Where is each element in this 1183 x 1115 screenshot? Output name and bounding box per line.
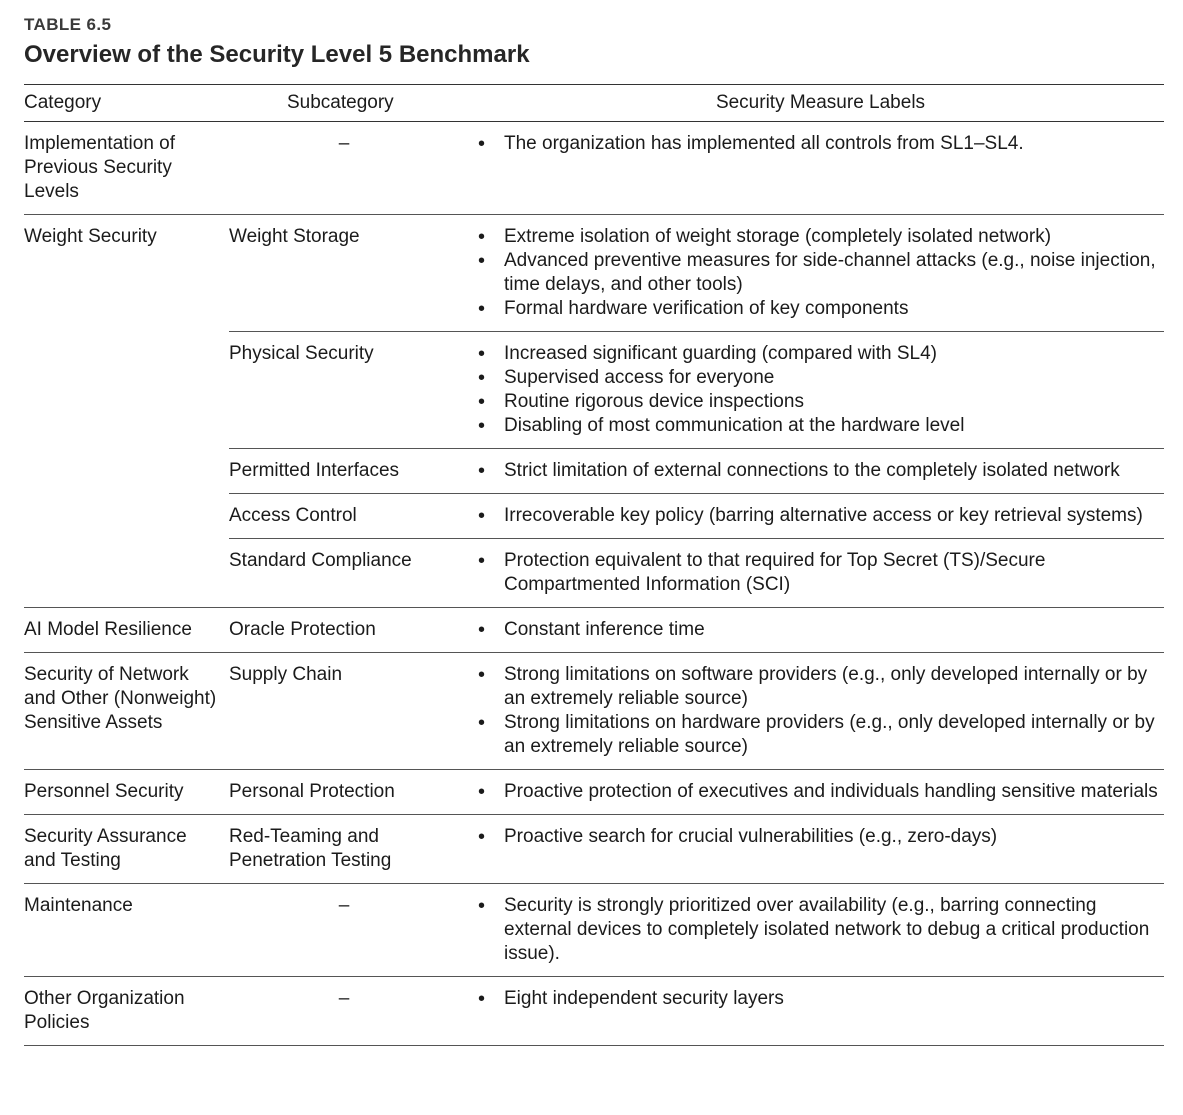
measures-cell [477, 608, 1164, 653]
measure-item: • Security is strongly prioritized over availability (e.g., barring connecting external devices to completely isolated network to debug a critical production issue). [504, 894, 1164, 966]
measure-item: • The organization has implemented all controls from SL1–SL4. [504, 132, 1164, 156]
table-row [24, 815, 1164, 884]
subcategory-cell: Physical Security [229, 332, 477, 449]
category-cell: Maintenance [24, 884, 229, 977]
measure-item: • Supervised access for everyone [504, 366, 1164, 390]
measure-item: • Proactive search for crucial vulnerabilities (e.g., zero-days) [504, 825, 1164, 849]
table-row [24, 122, 1164, 215]
subcategory-cell: – [229, 977, 477, 1046]
subcategory-cell: Access Control [229, 494, 477, 539]
measure-item: • Increased significant guarding (compared with SL4) [504, 342, 1164, 366]
measure-item: • Eight independent security layers [504, 987, 1164, 1011]
table-body [24, 122, 1164, 1046]
measures-list [477, 894, 1164, 966]
subcategory-cell: Weight Storage [229, 215, 477, 332]
measure-item: • Formal hardware verification of key components [504, 297, 1164, 321]
measures-cell [477, 449, 1164, 494]
table-row [24, 215, 1164, 332]
measures-cell [477, 815, 1164, 884]
measures-cell [477, 332, 1164, 449]
measures-cell [477, 215, 1164, 332]
measures-list [477, 780, 1164, 804]
subcategory-cell: Personal Protection [229, 770, 477, 815]
subcategory-cell: Red-Teaming and Penetration Testing [229, 815, 477, 884]
measure-item: • Routine rigorous device inspections [504, 390, 1164, 414]
measure-item: • Protection equivalent to that required for Top Secret (TS)/Secure Compartmented Information (SCI) [504, 549, 1164, 597]
header-measures: Security Measure Labels [477, 85, 1164, 122]
measures-cell [477, 122, 1164, 215]
category-cell: Implementation of Previous Security Levels [24, 122, 229, 215]
measures-list [477, 342, 1164, 438]
subcategory-cell: Supply Chain [229, 653, 477, 770]
measure-item: • Strict limitation of external connections to the completely isolated network [504, 459, 1164, 483]
header-subcategory: Subcategory [229, 85, 477, 122]
header-category: Category [24, 85, 229, 122]
category-cell: Security of Network and Other (Nonweight) Sensitive Assets [24, 653, 229, 770]
category-cell: Other Organization Policies [24, 977, 229, 1046]
category-cell: AI Model Resilience [24, 608, 229, 653]
measures-list [477, 663, 1164, 759]
subcategory-cell: – [229, 122, 477, 215]
table-row [24, 608, 1164, 653]
measure-item: • Advanced preventive measures for side-channel attacks (e.g., noise injection, time delays, and other tools) [504, 249, 1164, 297]
header-row [24, 85, 1164, 122]
measure-item: • Extreme isolation of weight storage (completely isolated network) [504, 225, 1164, 249]
subcategory-cell: Standard Compliance [229, 539, 477, 608]
measure-item: • Constant inference time [504, 618, 1164, 642]
measure-item: • Strong limitations on hardware providers (e.g., only developed internally or by an extremely reliable source) [504, 711, 1164, 759]
measures-cell [477, 539, 1164, 608]
measures-list [477, 459, 1164, 483]
measures-cell [477, 494, 1164, 539]
measure-item: • Irrecoverable key policy (barring alternative access or key retrieval systems) [504, 504, 1164, 528]
measure-item: • Disabling of most communication at the hardware level [504, 414, 1164, 438]
measures-list [477, 504, 1164, 528]
measures-cell [477, 653, 1164, 770]
subcategory-cell: Permitted Interfaces [229, 449, 477, 494]
measures-list [477, 825, 1164, 849]
subcategory-cell: Oracle Protection [229, 608, 477, 653]
measures-list [477, 132, 1164, 156]
measures-list [477, 987, 1164, 1011]
measures-cell [477, 884, 1164, 977]
subcategory-cell: – [229, 884, 477, 977]
measure-item: • Strong limitations on software providers (e.g., only developed internally or by an extremely reliable source) [504, 663, 1164, 711]
category-cell: Weight Security [24, 215, 229, 608]
category-cell: Security Assurance and Testing [24, 815, 229, 884]
measure-item: • Proactive protection of executives and individuals handling sensitive materials [504, 780, 1164, 804]
table-row [24, 884, 1164, 977]
table-figure [24, 14, 1164, 1046]
measures-list [477, 225, 1164, 321]
table-row [24, 770, 1164, 815]
measures-cell [477, 977, 1164, 1046]
measures-list [477, 618, 1164, 642]
category-cell: Personnel Security [24, 770, 229, 815]
measures-list [477, 549, 1164, 597]
table-number: TABLE 6.5 [24, 15, 112, 34]
table-row [24, 977, 1164, 1046]
table-title: Overview of the Security Level 5 Benchmark [24, 41, 530, 68]
measures-cell [477, 770, 1164, 815]
benchmark-table [24, 84, 1164, 1046]
table-row [24, 653, 1164, 770]
